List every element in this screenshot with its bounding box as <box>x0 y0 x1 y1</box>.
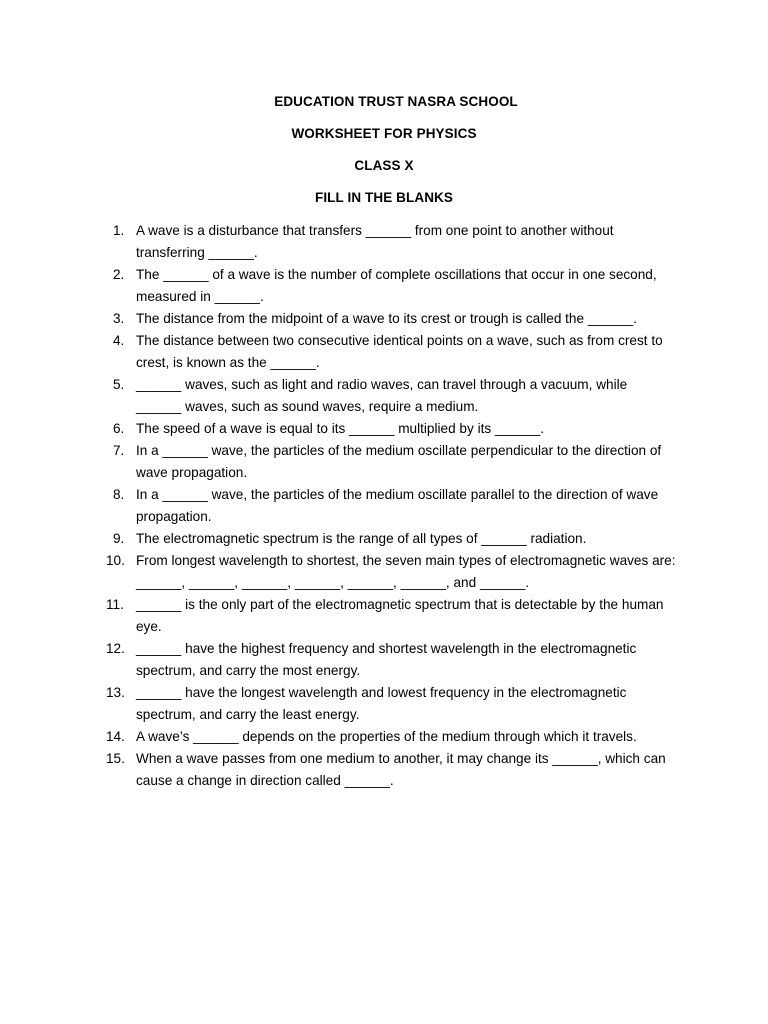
question-list <box>106 220 680 792</box>
question-number: 15. <box>106 751 125 766</box>
question-item <box>106 440 676 484</box>
question-item <box>106 594 676 638</box>
question-text: In a ______ wave, the particles of the medium oscillate parallel to the direction of wave propagation. <box>136 487 662 524</box>
question-number: 1. <box>113 223 125 238</box>
question-text: A wave is a disturbance that transfers ______ from one point to another without transferring ______. <box>136 223 618 260</box>
question-number: 4. <box>113 333 125 348</box>
question-item <box>106 726 676 748</box>
school-name: EDUCATION TRUST NASRA SCHOOL <box>274 94 518 109</box>
question-text: ______ have the highest frequency and shortest wavelength in the electromagnetic spectrum, and carry the most energy. <box>136 641 641 678</box>
question-item <box>106 220 676 264</box>
question-item <box>106 308 676 330</box>
question-number: 13. <box>106 685 125 700</box>
question-number: 3. <box>113 311 125 326</box>
question-item <box>106 484 676 528</box>
question-number: 14. <box>106 729 125 744</box>
question-item <box>106 374 676 418</box>
question-item <box>106 330 676 374</box>
question-item <box>106 418 676 440</box>
question-number: 10. <box>106 553 125 568</box>
question-item <box>106 682 676 726</box>
question-text: ______ waves, such as light and radio waves, can travel through a vacuum, while ______ waves, such as sound waves, require a medium. <box>136 377 631 414</box>
question-item <box>106 748 676 792</box>
section-title: FILL IN THE BLANKS <box>314 190 454 205</box>
question-text: From longest wavelength to shortest, the seven main types of electromagnetic waves are: ______, ______, ______, ______, ______, ______, and ______. <box>136 553 680 590</box>
question-number: 6. <box>113 421 125 436</box>
question-text: In a ______ wave, the particles of the medium oscillate perpendicular to the direction of wave propagation. <box>136 443 665 480</box>
question-item <box>106 264 676 308</box>
question-item <box>106 638 676 682</box>
question-text: A wave’s ______ depends on the properties of the medium through which it travels. <box>136 729 637 744</box>
question-number: 11. <box>106 597 124 612</box>
class-label: CLASS X <box>354 158 414 173</box>
question-text: The ______ of a wave is the number of complete oscillations that occur in one second, measured in ______. <box>136 267 661 304</box>
question-item <box>106 550 680 594</box>
worksheet-title: WORKSHEET FOR PHYSICS <box>291 126 477 141</box>
question-text: When a wave passes from one medium to another, it may change its ______, which can cause a change in direction called ______. <box>136 751 670 788</box>
question-number: 5. <box>113 377 125 392</box>
question-text: ______ is the only part of the electromagnetic spectrum that is detectable by the human eye. <box>136 597 668 634</box>
question-number: 8. <box>113 487 125 502</box>
question-text: The distance between two consecutive identical points on a wave, such as from crest to crest, is known as the ______. <box>136 333 667 370</box>
question-text: The distance from the midpoint of a wave to its crest or trough is called the ______. <box>136 311 637 326</box>
question-number: 9. <box>113 531 125 546</box>
question-number: 7. <box>113 443 125 458</box>
question-number: 2. <box>113 267 125 282</box>
question-text: The speed of a wave is equal to its ______ multiplied by its ______. <box>136 421 545 436</box>
question-item <box>106 528 676 550</box>
question-number: 12. <box>106 641 125 656</box>
question-text: ______ have the longest wavelength and lowest frequency in the electromagnetic spectrum, and carry the least energy. <box>136 685 631 722</box>
question-text: The electromagnetic spectrum is the range of all types of ______ radiation. <box>136 531 587 546</box>
